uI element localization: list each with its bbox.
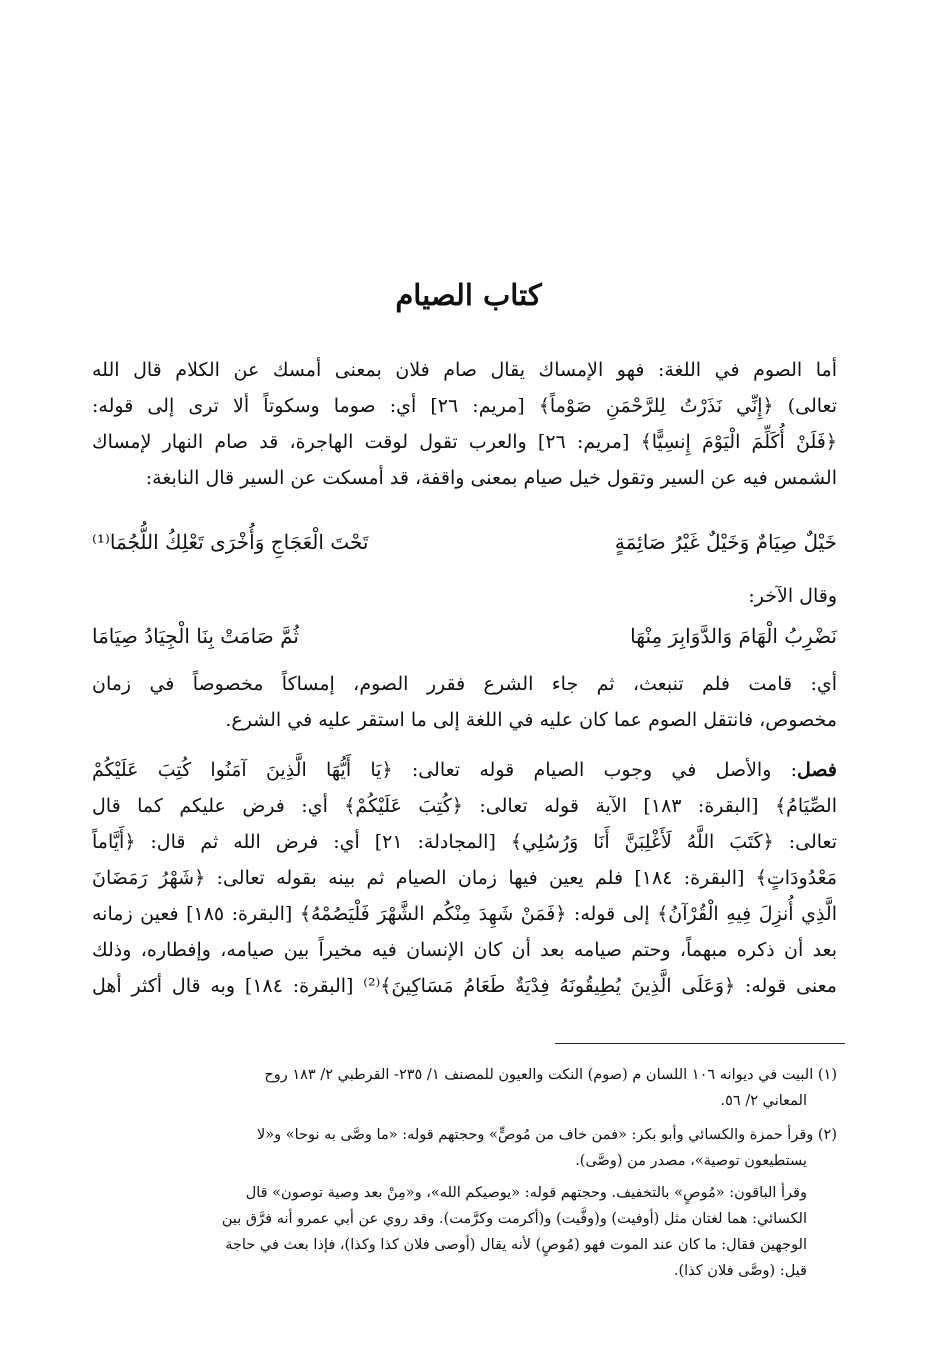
text-line: مَعْدُودَاتٍ﴾ [البقرة: ١٨٤] فلم يعين فيها زمان الصيام ثم بينه بقوله تعالى: ﴿شَهْرُ رَمَضَانَ [92,867,837,889]
text-line: الصِّيَامُ﴾ [البقرة: ١٨٣] الآية قوله تعالى: ﴿كُتِبَ عَلَيْكُمْ﴾ أي: فرض عليكم كما قال [92,795,837,817]
verse-hemistich-left: تَحْتَ الْعَجَاجِ وَأُخْرَى تَعْلِكُ اللُّجُمَا⁽¹⁾ [92,530,369,554]
verse-hemistich-right: نَضْرِبُ الْهَامَ وَالدَّوَابِرَ مِنْهَا [630,624,837,648]
text-line: وقال الآخر: [748,585,837,607]
text-line: تعالى) ﴿إِنِّي نَذَرْتُ لِلرَّحْمَنِ صَوْماً﴾ [مريم: ٢٦] أي: صوما وسكوتاً ألا ترى إلى قوله: [92,395,837,417]
text-line: أي: قامت فلم تنبعث، ثم جاء الشرع فقرر الصوم، إمساكاً مخصوصاً في زمان [92,673,837,695]
footnote-line: الوجهين فقال: ما كان عند الموت فهو (مُوصٍ) لأنه يقال (أوصى فلان كذا وكذا)، فإذا بعث في حاجة [225,1237,807,1253]
verse-line [92,618,837,654]
text-line: الَّذِي أُنزِلَ فِيهِ الْقُرْآنُ﴾ إلى قوله: ﴿فَمَنْ شَهِدَ مِنْكُم الشَّهْرَ فَلْيَصُمْهُ﴾ [البقرة: ١٨٥] فعين زمانه [92,903,837,925]
footnote-line: الكسائي: هما لغتان مثل (أوفيت) و(وفَّيت) و(أكرمت وكرَّمت). وقد روي عن أبي عمرو أنه فرَّق بين [221,1211,807,1227]
text-line: بعد أن ذكره مبهماً، وحتم صيامه بعد أن كان الإنسان فيه مخيراً بين صيامه، وإفطاره، وذلك [92,939,837,961]
text-line: معنى قوله: ﴿وَعَلَى الَّذِينَ يُطِيقُونَهُ فِدْيَةٌ طَعَامُ مَسَاكِينَ﴾⁽²⁾ [البقرة: ١٨٤] وبه قال أكثر أهل [92,975,837,997]
footnote-line: (٢) وقرأ حمزة والكسائي وأبو بكر: «فمن خاف من مُوصٍّ» وحجتهم قوله: «ما وصَّى به نوحا» و«لا [256,1127,837,1143]
footnote-line: يستطيعون توصية»، مصدر من (وصَّى). [575,1153,807,1169]
footnote-line: قيل: (وصَّى فلان كذا). [673,1263,807,1279]
footnote-line: المعاني ٢/ ٥٦. [720,1093,807,1109]
verse-hemistich-left: ثُمَّ صَامَتْ بِنَا الْجِيَادُ صِيَامَا [92,624,299,648]
footnote-line: (١) البيت في ديوانه ١٠٦ اللسان م (صوم) النكت والعيون للمصنف ١/ ٢٣٥- القرطبي ٢/ ١٨٣ روح [264,1067,837,1083]
text-line: ﴿فَلَنْ أُكَلِّمَ الْيَوْمَ إِنسِيًّا﴾ [مريم: ٢٦] والعرب تقول لوقت الهاجرة، قد صام النهار لإمساك [92,431,837,453]
text-line: أما الصوم في اللغة: فهو الإمساك يقال صام فلان بمعنى أمسك عن الكلام قال الله [92,359,837,381]
verse-line [92,524,837,560]
text-line [92,752,837,788]
footnote-line: وقرأ الباقون: «مُوصٍ» بالتخفيف. وحجتهم قوله: «يوصيكم الله»، و«مِنْ بعد وصية توصون» قال [245,1185,807,1201]
text-line: الشمس فيه عن السير وتقول خيل صيام بمعنى واقفة، قد أمسكت عن السير قال النابغة: [145,467,837,489]
fasl-text: : والأصل في وجوب الصيام قوله تعالى: ﴿يَا أَيُّهَا الَّذِينَ آمَنُوا كُتِبَ عَلَيْكُمْ [92,759,798,781]
fasl-label: فصل [797,759,837,781]
chapter-title: كتاب الصيام [395,278,542,312]
text-line: مخصوص، فانتقل الصوم عما كان عليه في اللغة إلى ما استقر عليه في الشرع. [225,709,837,731]
verse-hemistich-right: خَيْلٌ صِيَامٌ وَخَيْلٌ غَيْرُ صَائِمَةٍ [614,530,837,554]
main-text [92,352,837,1052]
footnote-divider [555,1043,845,1044]
text-line: تعالى: ﴿كَتَبَ اللَّهُ لَأَغْلِبَنَّ أَنَا وَرُسُلِي﴾ [المجادلة: ٢١] أي: فرض الله ثم قال: ﴿أَيَّاماً [92,831,837,853]
